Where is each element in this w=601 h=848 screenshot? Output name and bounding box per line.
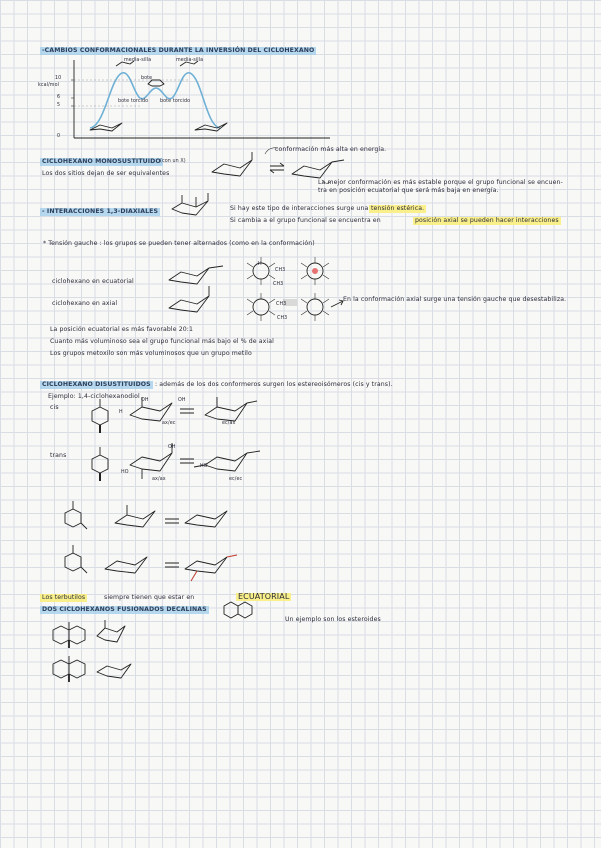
gauche-heading: * Tensión gauche : los grupos se pueden tener alternados (como en la conformación) <box>43 240 315 247</box>
para-voluminoso: Cuanto más voluminoso sea el grupo funcional más bajo el % de axial <box>50 338 274 345</box>
newman-note: En la conformación axial surge una tensión gauche que desestabiliza. <box>343 296 567 303</box>
trans-ho-2: HO <box>200 464 208 469</box>
y-axis-unit: kcal/mol <box>38 83 60 88</box>
section-title-inversion: -CAMBIOS CONFORMACIONALES DURANTE LA INVERSIÓN DEL CICLOHEXANO <box>42 47 315 54</box>
y-tick-5: 5 <box>57 103 61 108</box>
label-media-silla-2: media-silla <box>176 58 204 63</box>
title-extra: (con un X) <box>160 159 186 164</box>
ejemplo-diol: Ejemplo: 1,4-ciclohexanodiol <box>48 393 140 400</box>
newman-ch3-1: CH3 <box>275 268 286 273</box>
section-title-monosustituido: CICLOHEXANO MONOSUSTITUIDO <box>42 158 161 165</box>
y-tick-6: 6 <box>57 95 61 100</box>
tension-line-2a: Si cambia a el grupo funcional se encuentra en <box>230 217 381 224</box>
label-ec: ciclohexano en ecuatorial <box>52 278 134 285</box>
decalin-structures <box>45 620 145 690</box>
trans-ho-1: HO <box>121 470 129 475</box>
terbutilos-2: siempre tienen que estar en <box>104 594 195 601</box>
energy-diagram <box>60 58 340 148</box>
cis-trans-structures <box>80 395 280 495</box>
section-title-disustituidos: CICLOHEXANO DISUSTITUIDOS <box>42 381 151 388</box>
label-bote-torcido-1: bote torcido <box>118 99 149 104</box>
cis-ec-ax: ec/ax <box>222 421 236 426</box>
trans-oh: OH <box>168 445 176 450</box>
disustituidos-rest: : además de los dos conformeros surgen los estereoisómeros (cis y trans). <box>155 381 393 388</box>
chair-right-icon <box>195 123 227 131</box>
label-bote: bote <box>141 76 153 81</box>
trans-ax-ax: ax/ax <box>152 477 166 482</box>
cis-oh-1: OH <box>141 398 149 403</box>
more-disubstituted <box>55 495 255 585</box>
label-ax: ciclohexano en axial <box>52 300 118 307</box>
section-title-diaxiales: - INTERACCIONES 1,3-DIAXIALES <box>42 208 159 215</box>
terbutilos-3: ECUATORIAL <box>238 592 290 601</box>
terbutilos-1: Los terbutilos <box>42 594 86 601</box>
note-energy-high: conformación más alta en energía. <box>275 146 387 153</box>
label-media-silla-1: media-silla <box>124 58 152 63</box>
label-bote-torcido-2: bote torcido <box>160 99 191 104</box>
newman-h: H <box>258 262 262 267</box>
section-title-decalinas: DOS CICLOHEXANOS FUSIONADOS DECALINAS <box>42 606 207 613</box>
ec-ax-chairs <box>165 268 235 318</box>
newman-ch3-2: CH3 <box>273 282 284 287</box>
label-cis: cis <box>50 404 59 411</box>
para-ecuatorial: La posición ecuatorial es más favorable 20:1 <box>50 326 194 333</box>
cis-oh-2: OH <box>178 398 186 403</box>
chair-left-icon <box>90 123 122 131</box>
tension-line-1b: tensión estérica. <box>371 205 425 212</box>
tension-line-1a: Si hay este tipo de interacciones surge una <box>230 205 369 212</box>
para-metoxilo: Los grupos metoxilo son más voluminosos que un grupo metilo <box>50 350 252 357</box>
decalina-icon <box>220 600 260 622</box>
label-trans: trans <box>50 452 67 459</box>
note-energy-low-2: tra en posición ecuatorial que será más baja en energía. <box>318 187 499 194</box>
diaxial-chair <box>168 195 218 220</box>
ejemplo-esteroides: Un ejemplo son los esteroides <box>285 616 381 623</box>
trans-ec-ec: ec/ec <box>229 477 243 482</box>
y-tick-10: 10 <box>55 76 62 81</box>
y-tick-0: 0 <box>57 134 61 139</box>
mono-equilibrium-diagram <box>210 148 350 188</box>
cis-ax-ec: ax/ec <box>162 421 176 426</box>
tension-line-2b: posición axial se pueden hacer interacciones <box>415 217 559 224</box>
line-equivalentes: Los dos sitios dejan de ser equivalentes <box>42 170 170 177</box>
cis-h: H <box>119 410 123 415</box>
newman-ch3-4: CH3 <box>277 316 288 321</box>
newman-ch3-3: CH3 <box>276 302 287 307</box>
note-energy-low-1: La mejor conformación es más estable porque el grupo funcional se encuen- <box>318 179 563 186</box>
